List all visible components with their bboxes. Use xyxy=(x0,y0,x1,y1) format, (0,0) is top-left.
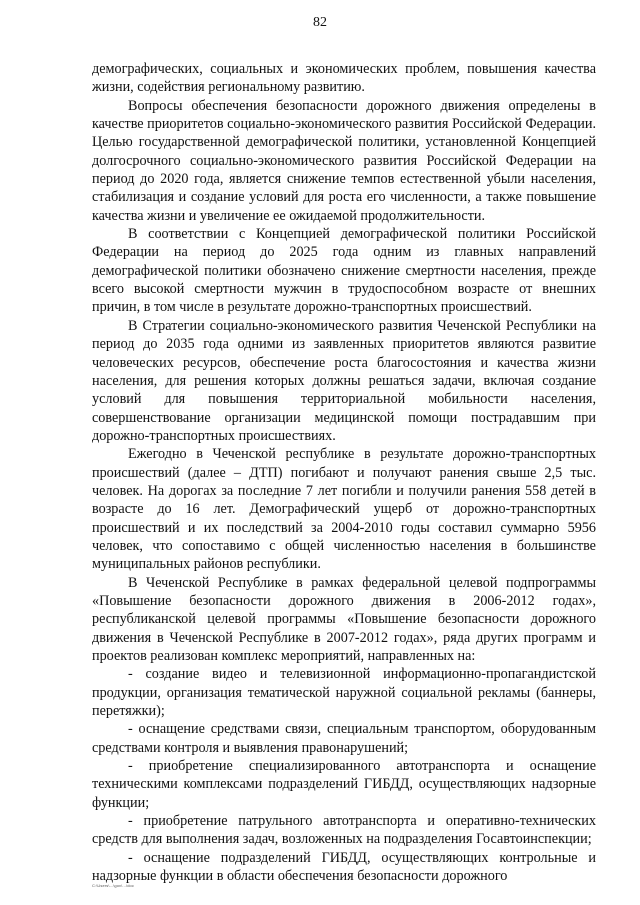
paragraph: Ежегодно в Чеченской республике в результате дорожно-транспортных происшествий (далее – ДТП) погибают и получают ранения свыше 2,5 тыс. человек. На дорогах за последние 7 лет погибли и получили ранения 558 детей в возрасте до 16 лет. Демографический ущерб от дорожно-транспортных происшествий и их последствий за 2004-2010 годы составил суммарно 5956 человек, что сопоставимо с общей численностью населения в большинстве муниципальных районов республики. xyxy=(92,446,596,573)
list-item: - приобретение специализированного автотранспорта и оснащение техническими комплексами подразделений ГИБДД, осуществляющих надзорные функции; xyxy=(92,758,596,811)
page-number: 82 xyxy=(313,15,327,30)
paragraph: В Чеченской Республике в рамках федеральной целевой подпрограммы «Повышение безопасности дорожного движения в 2006-2012 годах», республиканской целевой программы «Повышение безопасности дорожного движения в Чеченской Республике в 2007-2012 годах», ряда других программ и проектов реализован комплекс мероприятий, направленных на: xyxy=(92,574,596,664)
list-item: - оснащение подразделений ГИБДД, осуществляющих контрольные и надзорные функции в области обеспечения безопасности дорожного xyxy=(92,849,596,885)
paragraph: В соответствии с Концепцией демографической политики Российской Федерации на период до 2025 года одним из главных направлений демографической политики обозначено снижение смертности населения, прежде всего высокой смертности мужчин в трудоспособном возрасте от внешних причин, в том числе в результате дорожно-транспортных происшествий. xyxy=(92,226,596,316)
footer-file-path: C:\Users\...\gov\...\doc xyxy=(92,883,134,888)
list-item: - создание видео и телевизионной информационно-пропагандистской продукции, организация тематической наружной социальной рекламы (баннеры, перетяжки); xyxy=(92,666,596,720)
list-item: - приобретение патрульного автотранспорта и оперативно-технических средств для выполнения задач, возложенных на подразделения Госавтоинспекции; xyxy=(92,813,596,848)
paragraph: Вопросы обеспечения безопасности дорожного движения определены в качестве приоритетов социально-экономического развития Российской Федерации. Целью государственной демографической политики, установленной Концепцией долгосрочного социально-экономического развития Российской Федерации на период до 2020 года, является снижение темпов естественной убыли населения, стабилизация и создание условий для роста его численности, а также повышение качества жизни и увеличение ее ожидаемой продолжительности. xyxy=(92,97,596,224)
paragraph: В Стратегии социально-экономического развития Чеченской Республики на период до 2035 года одними из заявленных приоритетов являются развитие человеческих ресурсов, обеспечение роста благосостояния и качества жизни населения, для решения которых должны решаться задачи, включая создание условий для повышения территориальной мобильности населения, совершенствование организации медицинской помощи пострадавшим при дорожно-транспортных происшествиях. xyxy=(92,317,596,444)
list-item: - оснащение средствами связи, специальным транспортом, оборудованным средствами контроля и выявления правонарушений; xyxy=(92,721,596,756)
document-body xyxy=(92,60,596,885)
paragraph: демографических, социальных и экономических проблем, повышения качества жизни, содействия региональному развитию. xyxy=(92,61,596,96)
